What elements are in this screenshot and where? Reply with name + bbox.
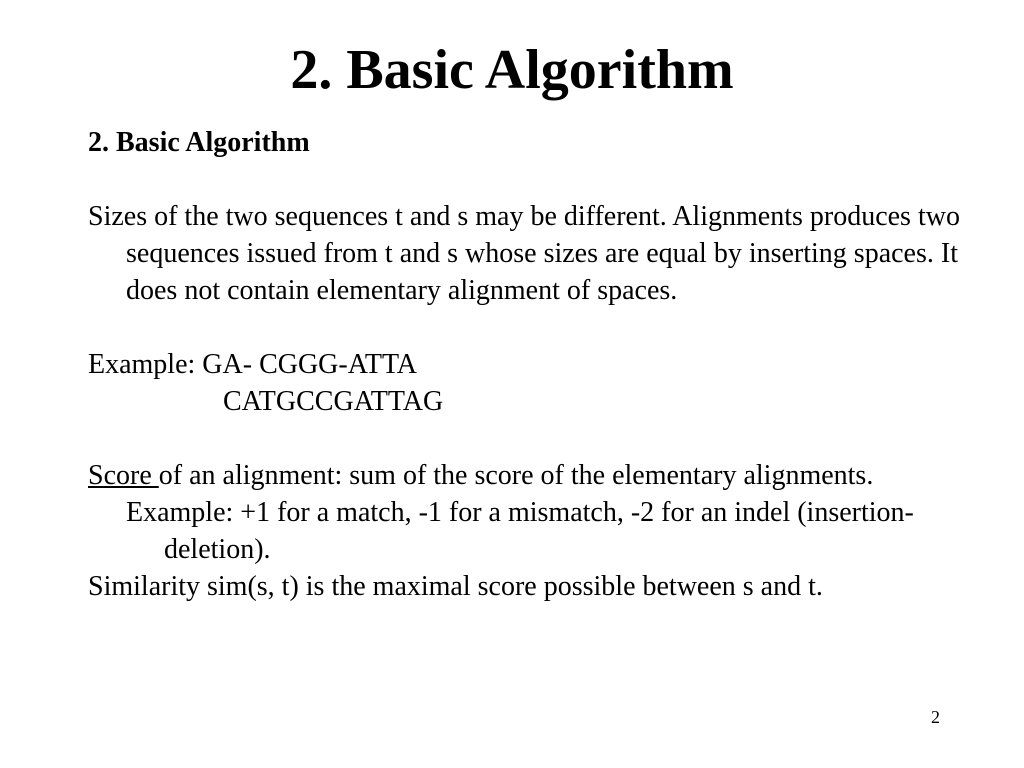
slide-body (88, 124, 968, 605)
similarity-paragraph: Similarity sim(s, t) is the maximal score possible between s and t. (88, 571, 823, 602)
spacer (88, 309, 968, 346)
section-subheading: 2. Basic Algorithm (88, 127, 310, 158)
spacer (88, 420, 968, 457)
spacer (88, 161, 968, 198)
alignment-example-line (88, 346, 968, 383)
page-number: 2 (931, 707, 940, 727)
example-sequence-2: CATGCCGATTAG (223, 386, 444, 417)
score-term: Score (88, 460, 159, 491)
score-example: Example: +1 for a match, -1 for a mismatch, -2 for an indel (insertion-deletion). (126, 497, 914, 565)
slide-title: 2. Basic Algorithm (290, 39, 734, 101)
example-sequence-1: GA- CGGG-ATTA (202, 349, 418, 380)
score-paragraph (88, 457, 968, 494)
example-label: Example: (88, 349, 203, 380)
score-definition: of an alignment: sum of the score of the elementary alignments. (158, 460, 874, 491)
sequence-size-paragraph: Sizes of the two sequences t and s may be different. Alignments produces two sequences issued from t and s whose sizes are equal by inserting spaces. It does not contain elementary alignment of spaces. (88, 201, 960, 306)
